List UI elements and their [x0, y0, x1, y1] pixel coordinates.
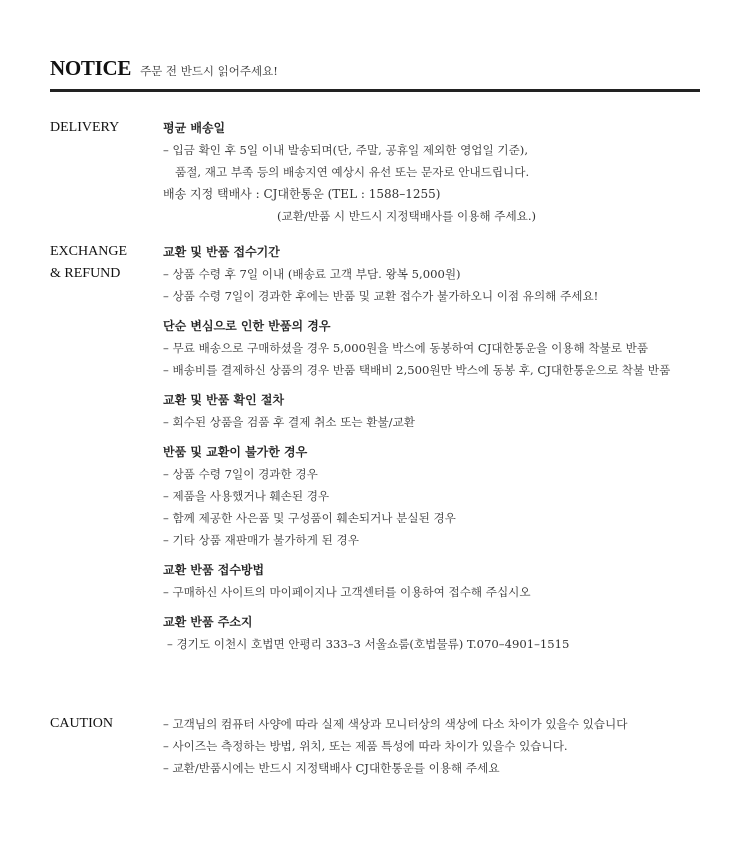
exchange-subsection [163, 315, 743, 381]
delivery-content [163, 117, 743, 227]
notice-header [50, 56, 278, 81]
subsection-heading: 교환 반품 주소지 [163, 615, 253, 629]
caution-label: CAUTION [50, 716, 113, 731]
delivery-courier [163, 183, 743, 205]
exchange-label [50, 241, 160, 285]
list-item: – 무료 배송으로 구매하셨을 경우 5,000원을 박스에 동봉하여 CJ대한통운을 이용해 착불로 반품 [163, 341, 649, 355]
list-item: – 배송비를 결제하신 상품의 경우 반품 택배비 2,500원만 박스에 동봉 후, CJ대한통운으로 착불 반품 [163, 363, 671, 377]
exchange-label-line2: & REFUND [50, 266, 121, 281]
notice-title: NOTICE [50, 56, 132, 80]
caution-content [163, 713, 743, 779]
subsection-heading: 교환 및 반품 확인 절차 [163, 393, 285, 407]
list-item: – 회수된 상품을 검품 후 결제 취소 또는 환불/교환 [163, 415, 415, 429]
subsection-heading: 단순 변심으로 인한 반품의 경우 [163, 319, 331, 333]
exchange-subsection [163, 389, 743, 433]
exchange-subsection [163, 611, 743, 655]
list-item: – 사이즈는 측정하는 방법, 위치, 또는 제품 특성에 따라 차이가 있을수 있습니다. [163, 739, 568, 753]
list-item: – 상품 수령 7일이 경과한 후에는 반품 및 교환 접수가 불가하오니 이점 유의해 주세요! [163, 289, 599, 303]
list-item: – 함께 제공한 사은품 및 구성품이 훼손되거나 분실된 경우 [163, 511, 456, 525]
subsection-heading: 교환 반품 접수방법 [163, 563, 265, 577]
courier-note: (교환/반품 시 반드시 지정택배사를 이용해 주세요.) [277, 209, 537, 223]
exchange-content [163, 241, 743, 655]
list-item: – 기타 상품 재판매가 불가하게 된 경우 [163, 533, 359, 547]
exchange-subsection [163, 559, 743, 603]
delivery-line: – 입금 확인 후 5일 이내 발송되며(단, 주말, 공휴일 제외한 영업일 기준), [163, 143, 529, 157]
subsection-heading: 교환 및 반품 접수기간 [163, 245, 280, 259]
header-divider [50, 89, 700, 92]
delivery-heading: 평균 배송일 [163, 121, 226, 135]
courier-text: 배송 지정 택배사 : CJ대한통운 (TEL : 1588–1255) [163, 187, 441, 201]
exchange-subsection [163, 241, 743, 307]
list-item: – 상품 수령 후 7일 이내 (배송료 고객 부담. 왕복 5,000원) [163, 267, 461, 281]
list-item: – 교환/반품시에는 반드시 지정택배사 CJ대한통운를 이용해 주세요 [163, 761, 500, 775]
exchange-subsection [163, 441, 743, 551]
delivery-label: DELIVERY [50, 120, 120, 135]
exchange-label-line1: EXCHANGE [50, 244, 127, 259]
list-item: – 구매하신 사이트의 마이페이지나 고객센터를 이용하여 접수해 주십시오 [163, 585, 531, 599]
list-item: – 상품 수령 7일이 경과한 경우 [163, 467, 318, 481]
list-item: – 제품을 사용했거나 훼손된 경우 [163, 489, 330, 503]
delivery-line: 품절, 재고 부족 등의 배송지연 예상시 유선 또는 문자로 안내드립니다. [175, 165, 530, 179]
list-item: – 고객님의 컴퓨터 사양에 따라 실제 색상과 모니터상의 색상에 다소 차이가 있을수 있습니다 [163, 717, 628, 731]
notice-subtitle: 주문 전 반드시 읽어주세요! [140, 64, 278, 78]
subsection-heading: 반품 및 교환이 불가한 경우 [163, 445, 308, 459]
list-item: – 경기도 이천시 호법면 안평리 333–3 서울쇼룸(호법물류) T.070–4901–1515 [167, 637, 570, 651]
